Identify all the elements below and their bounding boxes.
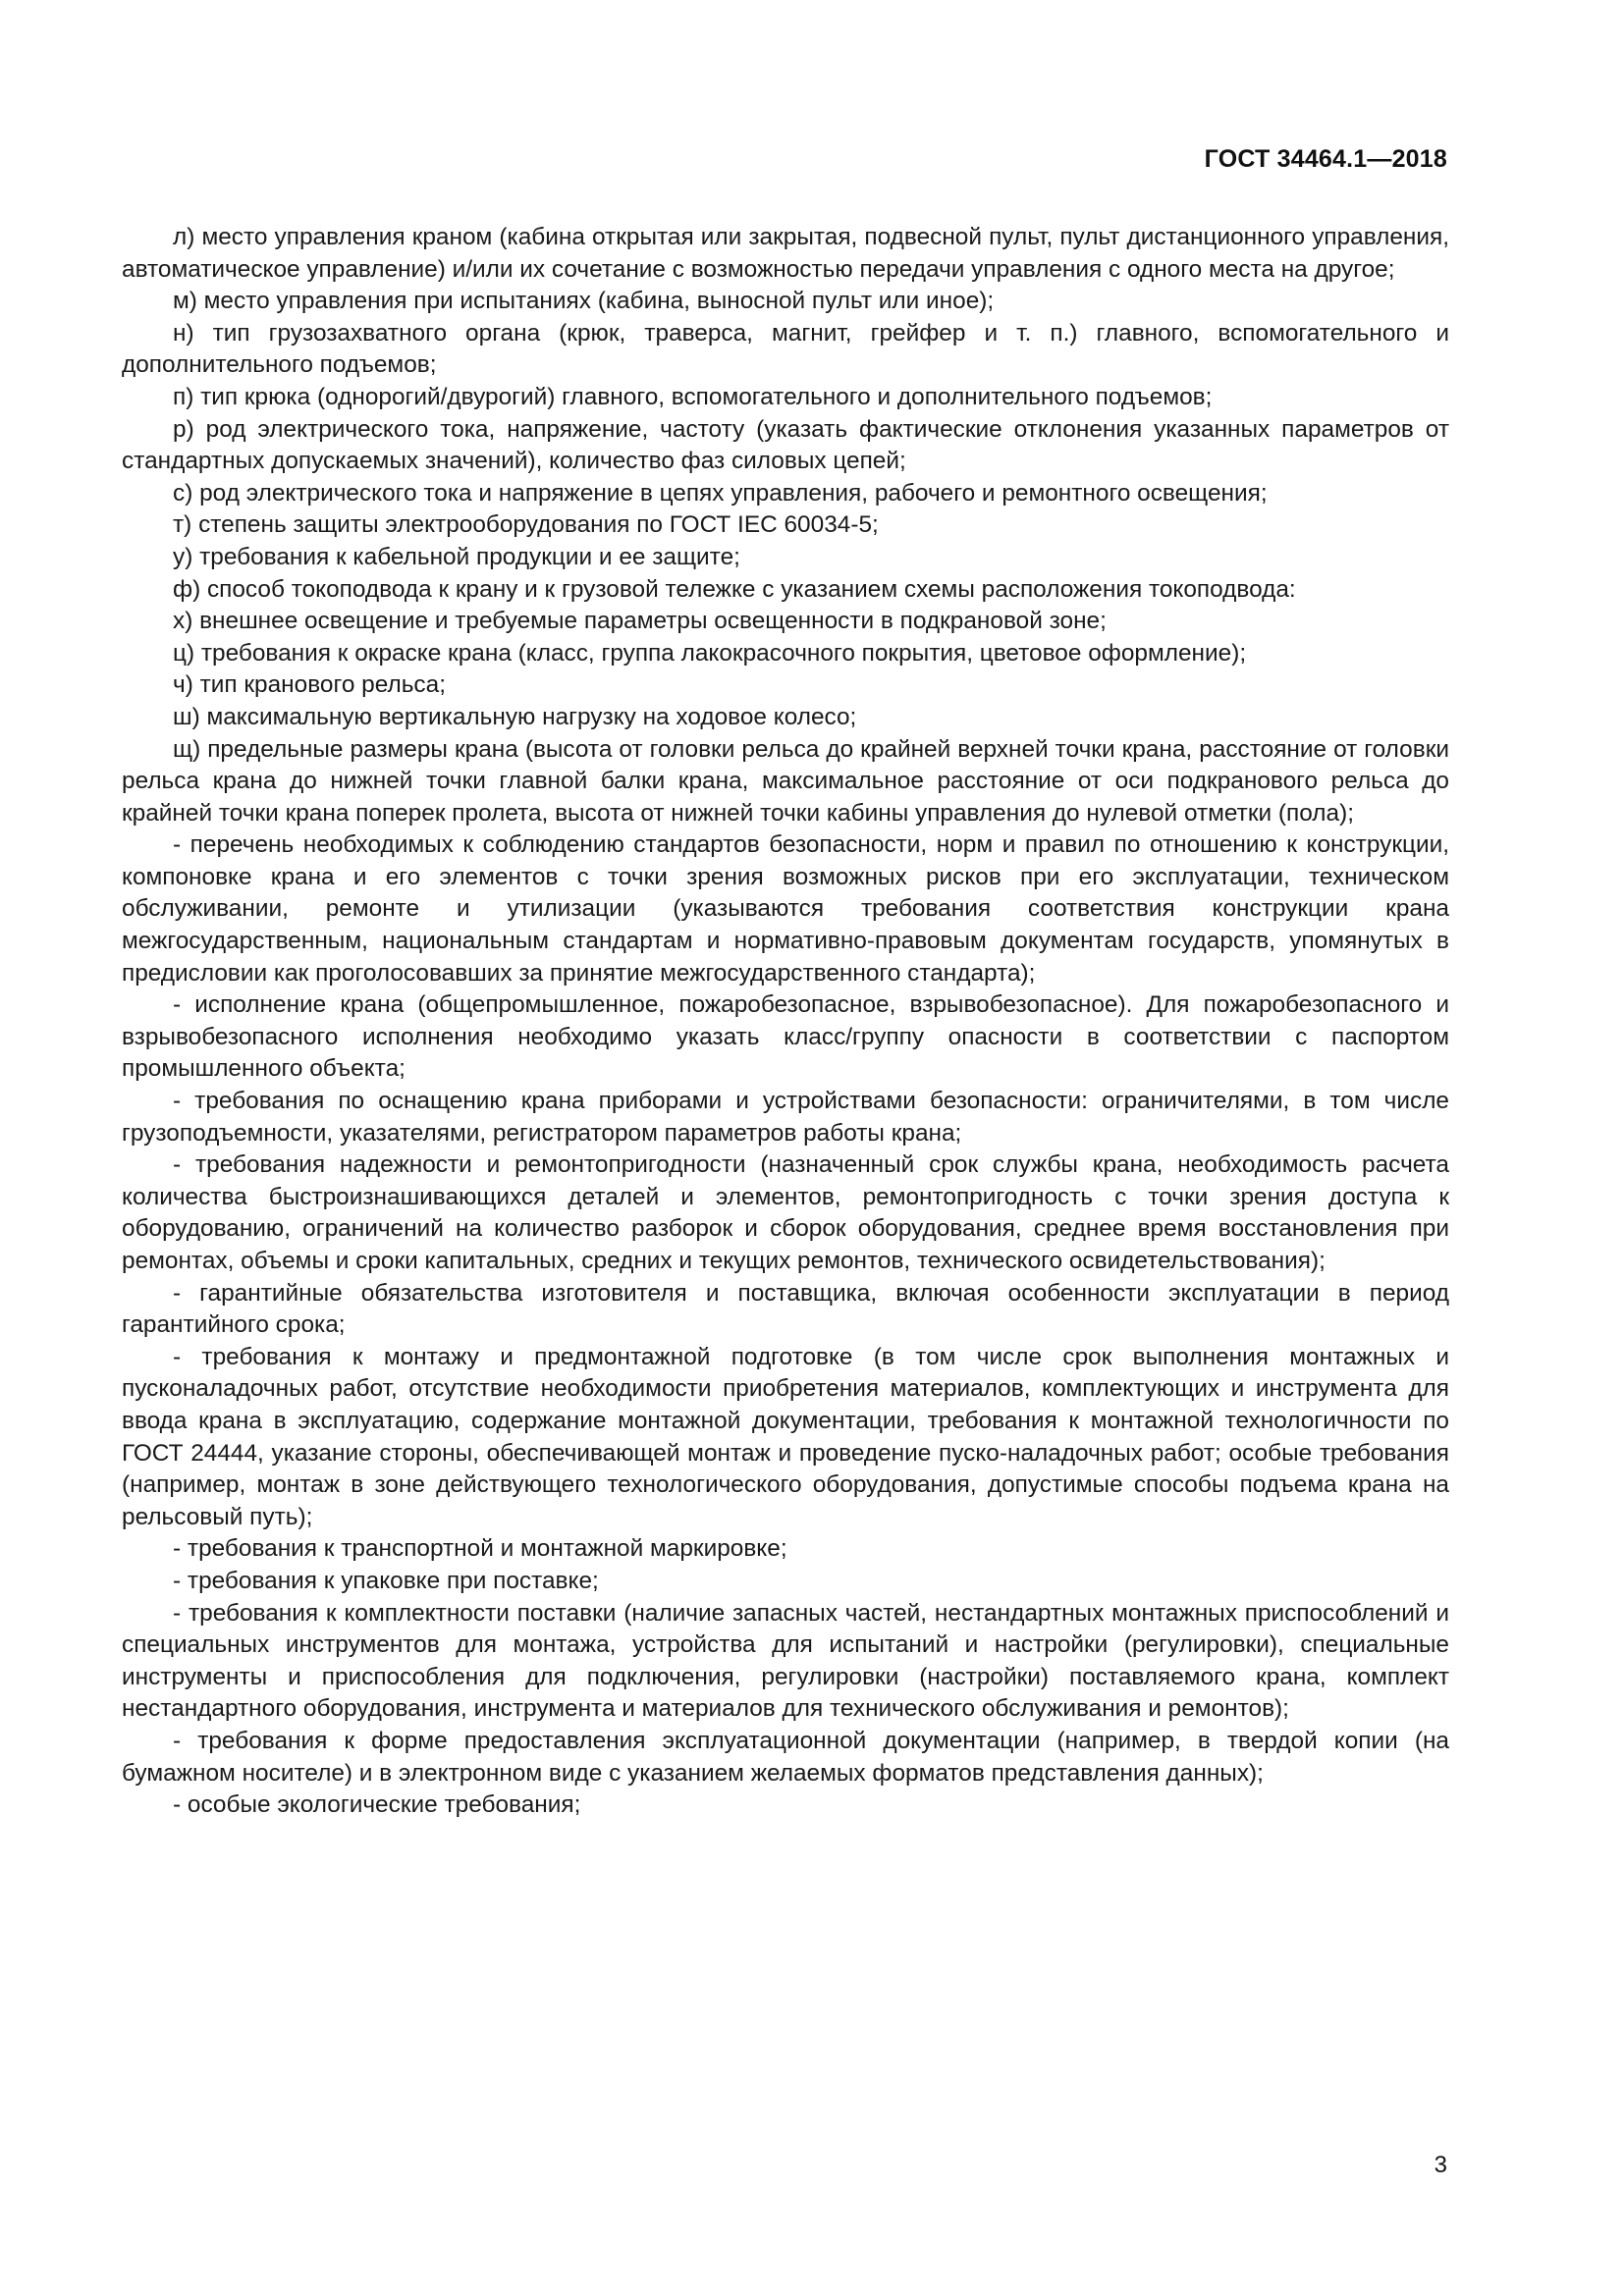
paragraph: - требования к комплектности поставки (наличие запасных частей, нестандартных монтажных приспособлений и специальных инструментов для монтажа, устройства для испытаний и настройки (регулировки), специальные инструменты и приспособления для подключения, регулировки (настройки) поставляемого крана, комплект нестандартного оборудования, инструмента и материалов для технического обслуживания и ремонтов); xyxy=(122,1599,1449,1723)
paragraph: р) род электрического тока, напряжение, частоту (указать фактические отклонения указанных параметров от стандартных допускаемых значений), количество фаз силовых цепей; xyxy=(122,415,1449,475)
paragraph: - требования надежности и ремонтопригодности (назначенный срок службы крана, необходимость расчета количества быстроизнашивающихся деталей и элементов, ремонтопригодность с точки зрения доступа к оборудованию, ограничений на количество разборок и сборок оборудования, среднее время восстановления при ремонтах, объемы и сроки капитальных, средних и текущих ремонтов, технического освидетельствования); xyxy=(122,1151,1449,1274)
paragraph: щ) предельные размеры крана (высота от головки рельса до крайней верхней точки крана, расстояние от головки рельса крана до нижней точки главной балки крана, максимальное расстояние от оси подкранового рельса до крайней точки крана поперек пролета, высота от нижней точки кабины управления до нулевой отметки (пола); xyxy=(122,735,1449,827)
paragraph: т) степень защиты электрооборудования по ГОСТ IEC 60034-5; xyxy=(173,511,879,539)
paragraph: п) тип крюка (однорогий/двурогий) главного, вспомогательного и дополнительного подъемов; xyxy=(173,383,1213,410)
paragraph: ц) требования к окраске крана (класс, группа лакокрасочного покрытия, цветовое оформление); xyxy=(173,639,1247,667)
paragraph: л) место управления краном (кабина открытая или закрытая, подвесной пульт, пульт дистанционного управления, автоматическое управление) и/или их сочетание с возможностью передачи управления с одного места на другое; xyxy=(122,224,1449,283)
paragraph: - исполнение крана (общепромышленное, пожаробезопасное, взрывобезопасное). Для пожаробезопасного и взрывобезопасного исполнения необходимо указать класс/группу опасности в соответствии с паспортом промышленного объекта; xyxy=(122,991,1449,1083)
paragraph: х) внешнее освещение и требуемые параметры освещенности в подкрановой зоне; xyxy=(173,608,1107,635)
paragraph: ч) тип кранового рельса; xyxy=(173,671,446,699)
paragraph: - требования к монтажу и предмонтажной подготовке (в том числе срок выполнения монтажных и пусконаладочных работ, отсутствие необходимости приобретения материалов, комплектующих и инструмента для ввода крана в эксплуатацию, содержание монтажной документации, требования к монтажной технологичности по ГОСТ 24444, указание стороны, обеспечивающей монтаж и проведение пуско-наладочных работ; особые требования (например, монтаж в зоне действующего технологического оборудования, допустимые способы подъема крана на рельсовый путь); xyxy=(122,1343,1449,1530)
paragraph: - гарантийные обязательства изготовителя и поставщика, включая особенности эксплуатации в период гарантийного срока; xyxy=(122,1279,1449,1339)
paragraph: н) тип грузозахватного органа (крюк, траверса, магнит, грейфер и т. п.) главного, вспомогательного и дополнительного подъемов; xyxy=(122,319,1449,379)
page-number: 3 xyxy=(1434,2152,1447,2178)
document-body xyxy=(122,222,1449,1822)
paragraph: - перечень необходимых к соблюдению стандартов безопасности, норм и правил по отношению к конструкции, компоновке крана и его элементов с точки зрения возможных рисков при его эксплуатации, техническом обслуживании, ремонте и утилизации (указываются требования соответствия конструкции крана межгосударственным, национальным стандартам и нормативно-правовым документам государств, упомянутых в предисловии как проголосовавших за принятие межгосударственного стандарта); xyxy=(122,831,1449,987)
paragraph: - требования по оснащению крана приборами и устройствами безопасности: ограничителями, в том числе грузоподъемности, указателями, регистратором параметров работы крана; xyxy=(122,1088,1449,1147)
paragraph: - требования к форме предоставления эксплуатационной документации (например, в твердой копии (на бумажном носителе) и в электронном виде с указанием желаемых форматов представления данных); xyxy=(122,1727,1449,1787)
document-header-standard-id: ГОСТ 34464.1—2018 xyxy=(1204,145,1447,173)
paragraph: - требования к упаковке при поставке; xyxy=(173,1567,599,1594)
paragraph: с) род электрического тока и напряжение в цепях управления, рабочего и ремонтного освещения; xyxy=(173,479,1268,507)
paragraph: - особые экологические требования; xyxy=(173,1791,581,1819)
paragraph: у) требования к кабельной продукции и ее защите; xyxy=(173,543,740,570)
paragraph: м) место управления при испытаниях (кабина, выносной пульт или иное); xyxy=(173,288,995,315)
paragraph: ф) способ токоподвода к крану и к грузовой тележке с указанием схемы расположения токоподвода: xyxy=(173,575,1296,603)
paragraph: ш) максимальную вертикальную нагрузку на ходовое колесо; xyxy=(173,703,857,730)
paragraph: - требования к транспортной и монтажной маркировке; xyxy=(173,1535,787,1563)
